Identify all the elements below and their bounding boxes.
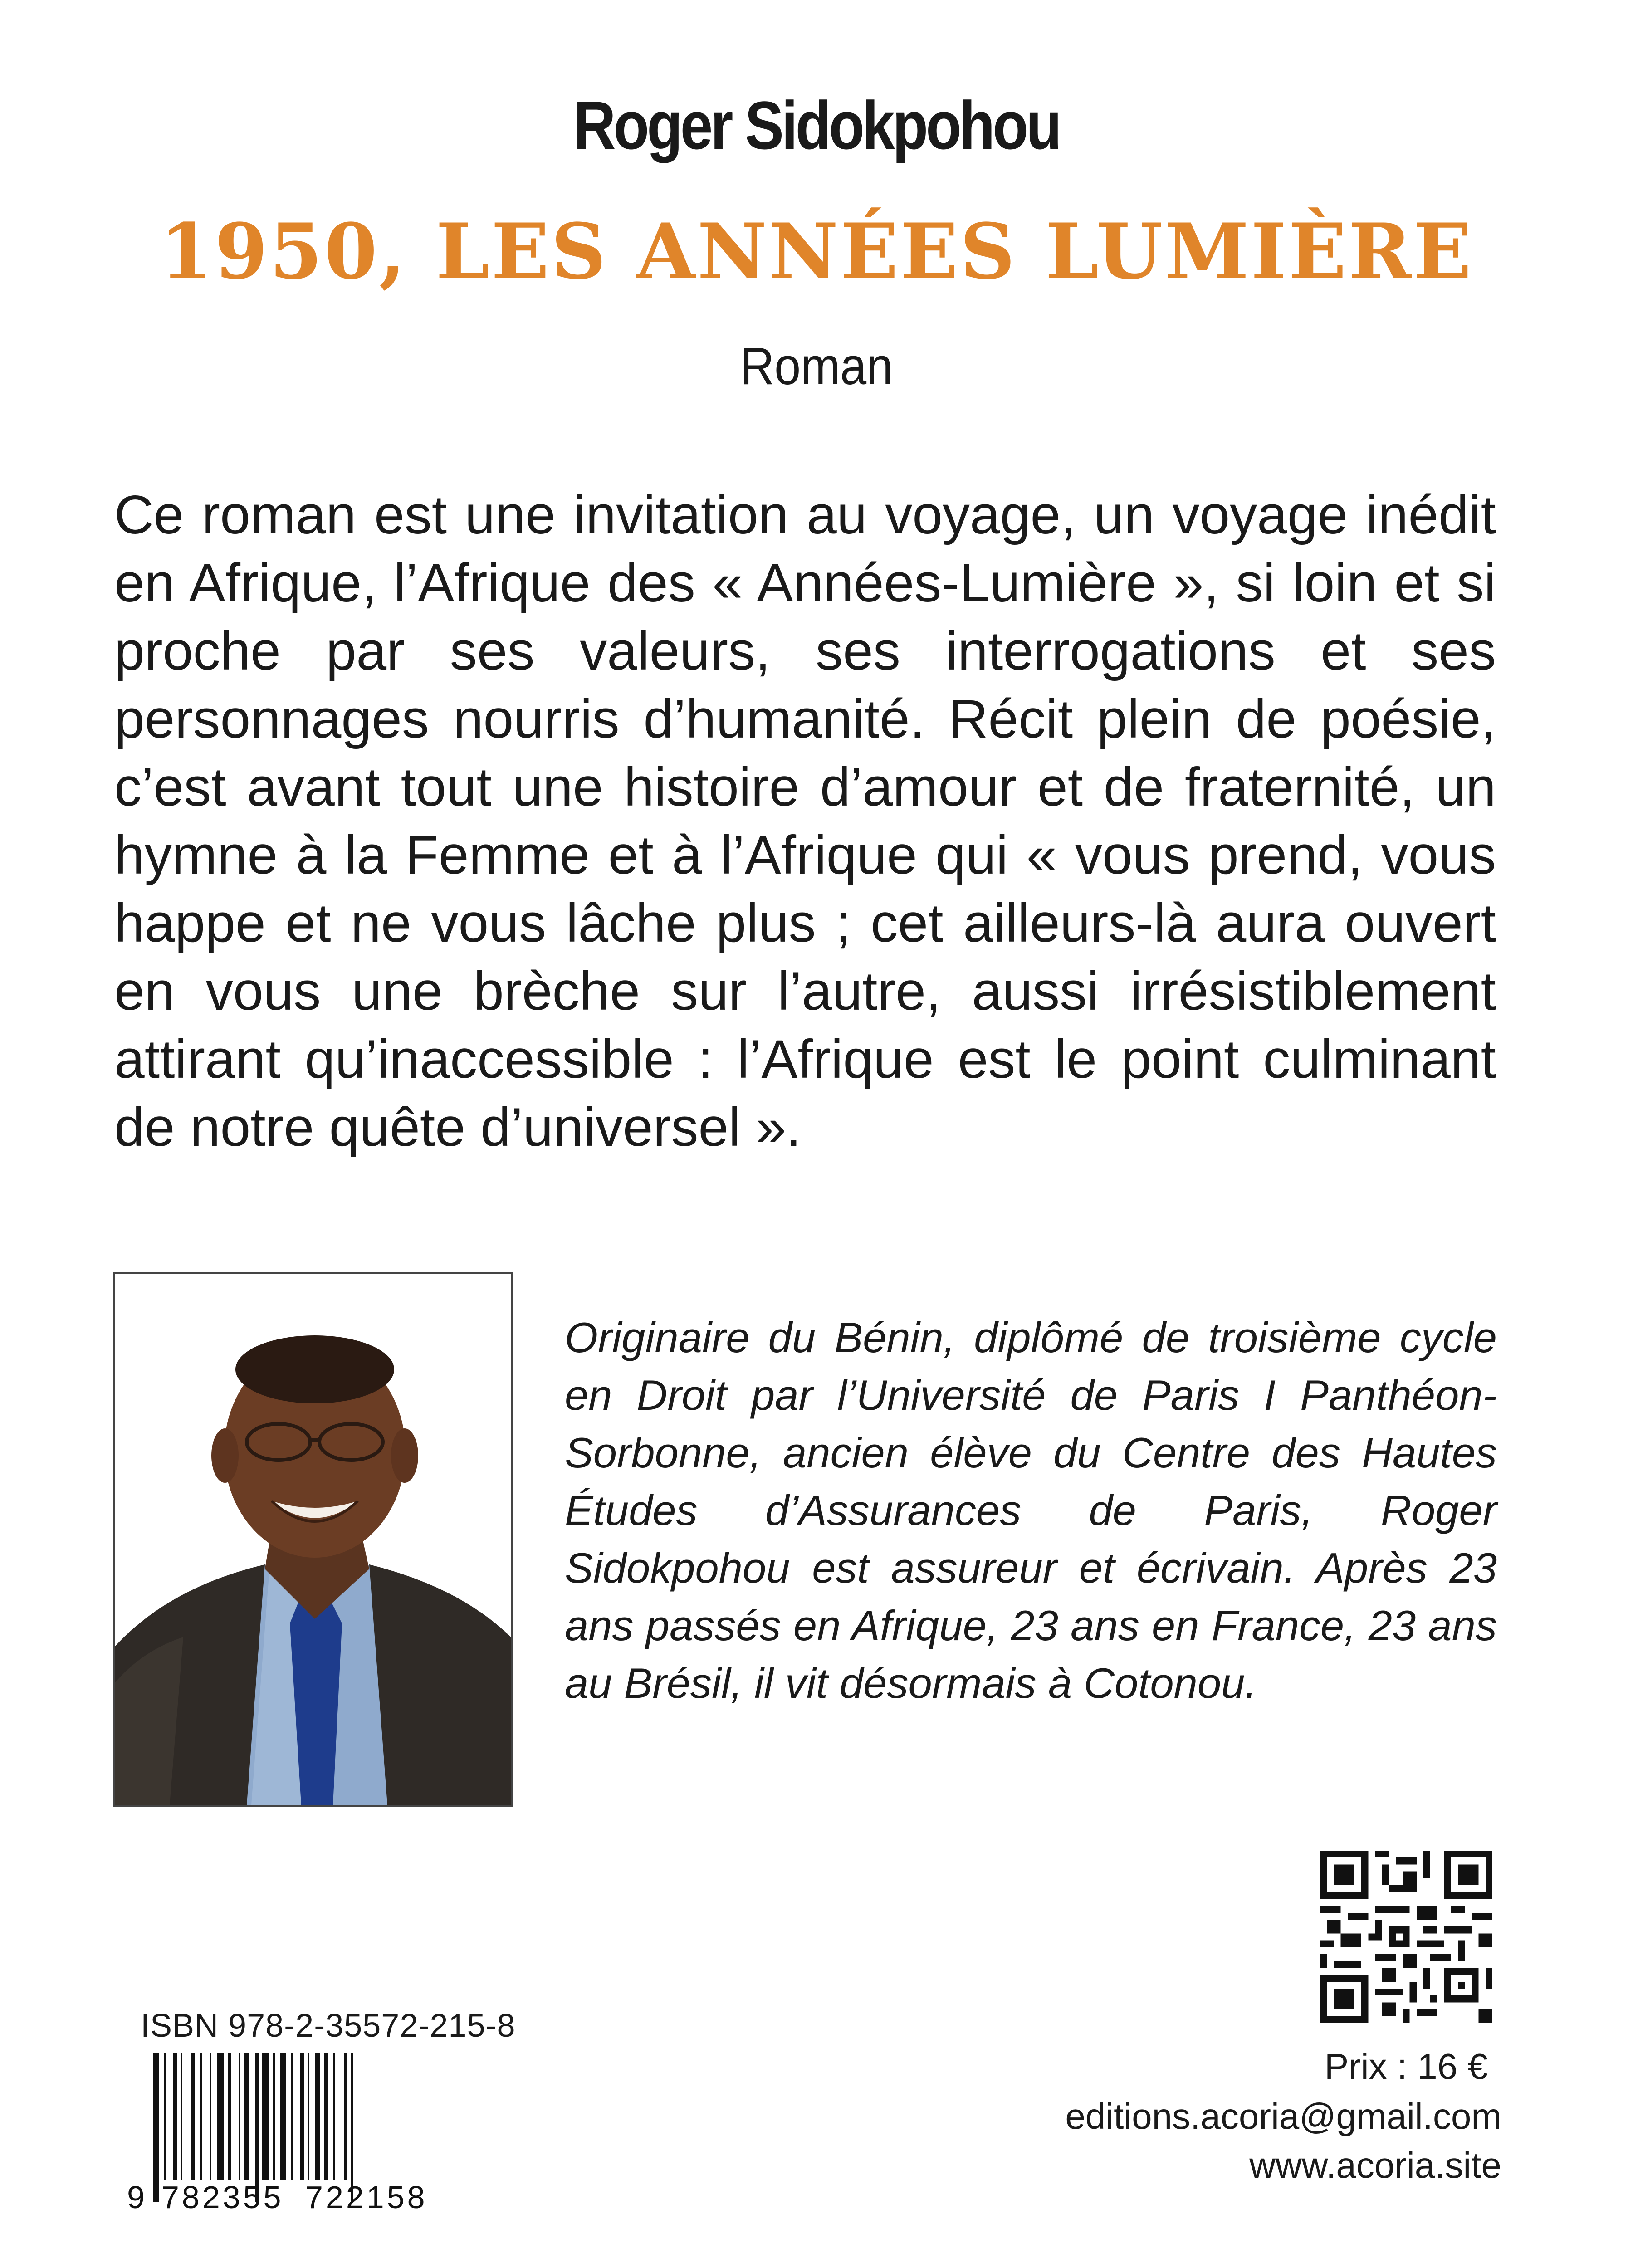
barcode-icon xyxy=(122,2053,457,2214)
author-portrait xyxy=(113,1272,513,1807)
barcode-first-digit: 9 xyxy=(127,2180,145,2214)
price: Prix : 16 € xyxy=(1324,2046,1488,2087)
barcode-bar xyxy=(181,2053,182,2180)
barcode-bar xyxy=(239,2053,240,2180)
author-biography: Originaire du Bénin, diplômé de troisième cycle en Droit par l’Université de Paris I Panthéon-Sorbonne, ancien élève du Centre des Hautes Études d’Assurances de Paris, Roger Sidokpohou est assureur et écrivain. Après 23 ans passés en Afrique, 23 ans en France, 23 ans au Brésil, il vit désormais à Cotonou. xyxy=(565,1314,1497,1707)
barcode-bar xyxy=(191,2053,195,2180)
isbn-number: ISBN 978-2-35572-215-8 xyxy=(141,2008,516,2044)
qr-code-icon xyxy=(1320,1851,1492,2023)
barcode-bar xyxy=(280,2053,286,2180)
barcode-bar xyxy=(291,2053,293,2180)
barcode-bar xyxy=(333,2053,335,2180)
barcode-guard-bar xyxy=(153,2053,159,2202)
book-genre: Roman xyxy=(740,337,893,396)
barcode-bar xyxy=(200,2053,202,2180)
author-portrait-illustration xyxy=(115,1274,511,1805)
barcode-bar xyxy=(273,2053,275,2180)
barcode-bar xyxy=(210,2053,211,2180)
barcode-bar xyxy=(173,2053,177,2180)
barcode-bar xyxy=(300,2053,304,2180)
barcode-bar xyxy=(244,2053,249,2180)
barcode-bar xyxy=(324,2053,328,2180)
barcode-bar xyxy=(315,2053,320,2180)
barcode-bar xyxy=(262,2053,269,2180)
barcode-bar xyxy=(344,2053,347,2180)
barcode-bar xyxy=(308,2053,309,2180)
barcode-left-group: 782355 xyxy=(161,2180,284,2214)
book-title: 1950, LES ANNÉES LUMIÈRE xyxy=(160,206,1473,296)
author-name: Roger Sidokpohou xyxy=(573,87,1060,163)
barcode-bar xyxy=(217,2053,224,2180)
publisher-email: editions.acoria@gmail.com xyxy=(1065,2096,1501,2136)
barcode-right-group: 722158 xyxy=(305,2180,428,2214)
barcode-bar xyxy=(164,2053,166,2180)
barcode-bar xyxy=(228,2053,231,2180)
book-summary: Ce roman est une invitation au voyage, un voyage inédit en Afrique, l’Afrique des « Années-Lumière », si loin et si proche par ses valeurs, ses interrogations et ses personnages nourris d’humanité. Récit plein de poésie, c’est avant tout une histoire d’amour et de fraternité, un hymne à la Femme et à l’Afrique qui « vous prend, vous happe et ne vous lâche plus ; cet ailleurs-là aura ouvert en vous une brèche sur l’autre, aussi irrésistiblement attirant qu’inaccessible : l’Afrique est le point culminant de notre quête d’universel ». xyxy=(114,484,1496,1158)
publisher-website: www.acoria.site xyxy=(1249,2145,1501,2185)
